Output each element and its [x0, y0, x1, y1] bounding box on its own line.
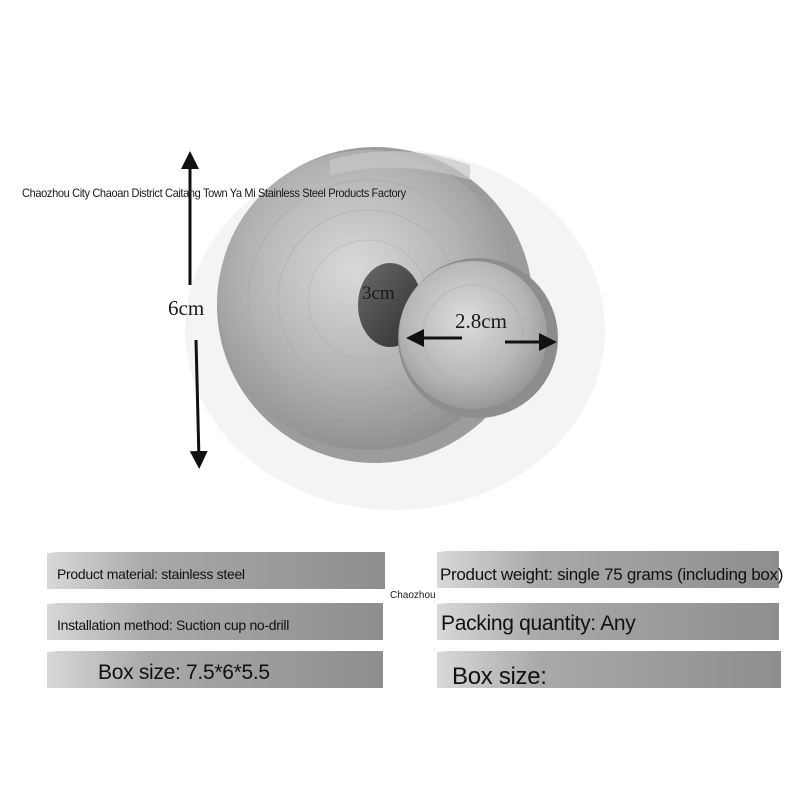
height-label: 6cm: [168, 296, 205, 320]
material-text: Product material: stainless steel: [57, 566, 245, 582]
installation-text: Installation method: Suction cup no-drill: [57, 617, 290, 633]
factory-label: Chaozhou City Chaoan District Caitang Town Ya Mi Stainless Steel Products Factory: [22, 186, 406, 200]
weight-text: Product weight: single 75 grams (including box): [440, 565, 784, 584]
knob-label: 2.8cm: [455, 309, 507, 333]
box-size-right-text: Box size:: [452, 663, 547, 690]
box-size-left-text: Box size: 7.5*6*5.5: [98, 661, 270, 684]
stem-label: 3cm: [362, 283, 395, 304]
watermark: Chaozhou: [390, 590, 436, 601]
knob-face: [399, 261, 547, 409]
packing-text: Packing quantity: Any: [441, 612, 636, 635]
